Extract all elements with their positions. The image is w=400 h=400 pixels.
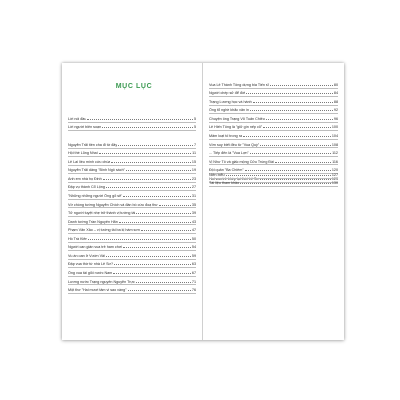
- toc-dot-leader: [123, 196, 190, 197]
- toc-entry-title: "Những những người Ông gỗ sẽ": [68, 194, 123, 199]
- book-spread: [62, 63, 344, 340]
- toc-entry-page-number: 39: [191, 211, 196, 216]
- toc-entry-page-number: 50: [191, 236, 196, 241]
- toc-entry-page-number: 27: [191, 185, 196, 190]
- toc-entry-title: Ông tổ nghề khắc văn in: [209, 108, 249, 113]
- toc-dot-leader: [275, 162, 331, 163]
- toc-dot-leader: [240, 183, 331, 184]
- toc-entry-page-number: 43: [191, 219, 196, 224]
- toc-entry: [209, 140, 338, 149]
- toc-entry-page-number: 35: [191, 202, 196, 207]
- toc-dot-leader: [103, 179, 191, 180]
- toc-entry-title: Mâm loạt tố trong ra: [209, 134, 242, 139]
- toc-entry-title: Tử người tuyệt nhẹ trở thành vị tướng tài: [68, 211, 136, 216]
- toc-entry: [68, 243, 196, 252]
- toc-dot-leader: [119, 222, 191, 223]
- toc-entry: [68, 200, 196, 209]
- toc-dot-leader: [87, 119, 193, 120]
- toc-dot-leader: [141, 230, 191, 231]
- toc-entry-page-number: 67: [191, 270, 196, 275]
- toc-entry-title: Vờ chồng tướng Nguyễn Chích và đàn bò cừu đoạ thư: [68, 202, 158, 207]
- toc-entry-title: Lời người biên soạn: [68, 125, 102, 130]
- toc-entry-title: Lê Lai liều mình cứu chúa: [68, 159, 111, 164]
- toc-dot-leader: [88, 239, 190, 240]
- toc-entry-title: Vua Lê Thánh Tông dựng bia Tiến sĩ: [209, 82, 269, 87]
- toc-entry: [68, 208, 196, 217]
- toc-entry-page-number: 47: [191, 228, 196, 233]
- toc-entry-title: Niên biểu: [209, 172, 225, 177]
- toc-dot-leader: [263, 127, 331, 128]
- toc-entry-page-number: 120: [331, 168, 338, 173]
- toc-entry-title: Tài liệu tham khảo: [209, 181, 240, 186]
- toc-dot-leader: [246, 93, 333, 94]
- toc-entry-title: Chuyện ông Trạng Võ Tuấn Chiêu: [209, 116, 265, 121]
- toc-entry: [68, 166, 196, 175]
- toc-entry-page-number: 112: [332, 151, 338, 156]
- toc-entry-title: Danh tướng Trần Nguyên Hãn: [68, 219, 118, 224]
- toc-entry: [68, 140, 196, 149]
- toc-entry-page-number: 5: [193, 125, 196, 130]
- toc-dot-leader: [260, 145, 331, 146]
- toc-dot-leader: [118, 145, 193, 146]
- toc-entry-page-number: 63: [191, 262, 196, 267]
- toc-dot-leader: [113, 273, 191, 274]
- toc-dot-leader: [114, 264, 191, 265]
- toc-dot-leader: [250, 110, 333, 111]
- toc-entry: [68, 268, 196, 277]
- toc-entry-title: Lời nói đầu: [68, 116, 87, 121]
- toc-entry-page-number: 104: [331, 134, 338, 139]
- toc-back-list: [209, 170, 338, 187]
- toc-entry: [68, 277, 196, 286]
- toc-entry-page-number: 71: [191, 279, 196, 284]
- toc-entry-page-number: 116: [332, 159, 338, 164]
- toc-chapter-list-left: [68, 140, 196, 294]
- toc-entry-page-number: 54: [191, 245, 196, 250]
- right-page: [203, 63, 344, 340]
- toc-entry-page-number: 100: [331, 125, 338, 130]
- toc-dot-leader: [250, 153, 331, 154]
- toc-entry-title: Hội thề Lũng Nhai: [68, 151, 98, 156]
- toc-entry-page-number: 88: [333, 99, 338, 104]
- toc-entry: [68, 174, 196, 183]
- toc-entry-title: Trạng Lương học và hành: [209, 99, 252, 104]
- toc-entry-title: Ông vua tài giỏi nước Nam: [68, 270, 113, 275]
- toc-entry-page-number: 123: [331, 176, 338, 181]
- toc-entry-page-number: 80: [333, 82, 338, 87]
- toc-entry: [68, 123, 196, 132]
- toc-entry-title: Đội quân "Ba Chiêm": [209, 168, 244, 173]
- toc-entry-title: Hai vua trẻ khép lại thời Lê Sơ: [209, 176, 259, 181]
- left-page: [62, 63, 203, 340]
- toc-dot-leader: [136, 282, 191, 283]
- toc-entry-title: Đập vụ thành Cổ Lộng: [68, 185, 105, 190]
- toc-entry-page-number: 84: [333, 91, 338, 96]
- toc-entry: [209, 123, 338, 132]
- toc-entry-title: Vu án oan ở Vườn Vải: [68, 253, 105, 258]
- toc-entry: [68, 149, 196, 158]
- toc-dot-leader: [106, 256, 191, 257]
- toc-entry-page-number: 19: [191, 168, 196, 173]
- toc-entry-title: Lê Hiến Tông là "giữ gìn nếp cũ": [209, 125, 263, 130]
- toc-entry-page-number: 23: [191, 176, 196, 181]
- toc-entry-page-number: 96: [333, 116, 338, 121]
- toc-entry: [209, 97, 338, 106]
- toc-dot-leader: [111, 162, 190, 163]
- toc-entry: [209, 114, 338, 123]
- page-title: MỤC LỤC: [115, 83, 153, 90]
- toc-entry: [68, 114, 196, 123]
- toc-entry: [68, 183, 196, 192]
- toc-entry-page-number: 7: [193, 142, 196, 147]
- toc-entry: [68, 225, 196, 234]
- toc-entry-page-number: 92: [333, 108, 338, 113]
- toc-dot-leader: [243, 136, 331, 137]
- toc-dot-leader: [270, 85, 333, 86]
- toc-entry-title: Một thơ "Hai mươi tâm vi sao vàng": [68, 288, 127, 293]
- toc-entry-title: Nguyễn Trãi dâng "Bình Ngô sách": [68, 168, 125, 173]
- toc-entry: [68, 285, 196, 294]
- toc-entry: [68, 191, 196, 200]
- toc-dot-leader: [253, 102, 333, 103]
- toc-entry: [209, 170, 338, 179]
- toc-entry-page-number: 130: [331, 181, 338, 186]
- toc-entry-page-number: 31: [191, 194, 196, 199]
- toc-entry-page-number: 15: [191, 159, 196, 164]
- toc-entry: [68, 251, 196, 260]
- toc-entry-title: Anh em nhà họ Đinh: [68, 176, 102, 181]
- toc-entry: [68, 157, 196, 166]
- toc-entry-page-number: 127: [331, 172, 338, 177]
- toc-entry-title: Người can gián vua trẻ ham chơi: [68, 245, 123, 250]
- toc-dot-leader: [126, 170, 191, 171]
- toc-entry: [68, 217, 196, 226]
- toc-entry: [209, 131, 338, 140]
- toc-entry-page-number: 11: [192, 151, 196, 156]
- toc-entry-title: Phạm Văn Xảo – vị tướng tài ba kị hàm sơn: [68, 228, 140, 233]
- toc-entry-page-number: 5: [193, 116, 196, 121]
- toc-entry-title: Người chép sử để đời: [209, 91, 246, 96]
- toc-entry-title: Hồ Trà Kiên: [68, 236, 88, 241]
- toc-entry: [209, 80, 338, 89]
- toc-entry-title: Đập vua thờ từ nhà Lê Sơ?: [68, 262, 114, 267]
- toc-entry: [68, 234, 196, 243]
- toc-entry-title: Vị Như Tô và giấc mộng Cửu Trùng Đài: [209, 159, 274, 164]
- toc-dot-leader: [102, 127, 193, 128]
- toc-dot-leader: [123, 247, 191, 248]
- toc-entry-page-number: 108: [331, 142, 338, 147]
- toc-entry-page-number: 59: [191, 253, 196, 258]
- toc-front-list: [68, 114, 196, 131]
- toc-dot-leader: [266, 119, 333, 120]
- toc-dot-leader: [136, 213, 191, 214]
- toc-entry: [68, 260, 196, 269]
- toc-entry: [209, 89, 338, 98]
- toc-dot-leader: [159, 205, 191, 206]
- toc-dot-leader: [106, 187, 191, 188]
- toc-dot-leader: [128, 290, 191, 291]
- toc-entry: [209, 157, 338, 166]
- toc-entry-title: Vờn suy biết đều từ "Vua Quỷ": [209, 142, 260, 147]
- toc-entry: [209, 148, 338, 157]
- toc-dot-leader: [99, 153, 192, 154]
- toc-entry-page-number: 76: [191, 288, 196, 293]
- toc-entry-title: ... Tiếp đến là "Vua Lợn": [209, 151, 249, 156]
- toc-entry-title: Nguyễn Trãi tiền cha đi tứ đây: [68, 142, 118, 147]
- toc-entry: [209, 106, 338, 115]
- toc-dot-leader: [226, 175, 331, 176]
- toc-entry-title: Lương nước Trạng nguyên Nguyễn Trực: [68, 279, 135, 284]
